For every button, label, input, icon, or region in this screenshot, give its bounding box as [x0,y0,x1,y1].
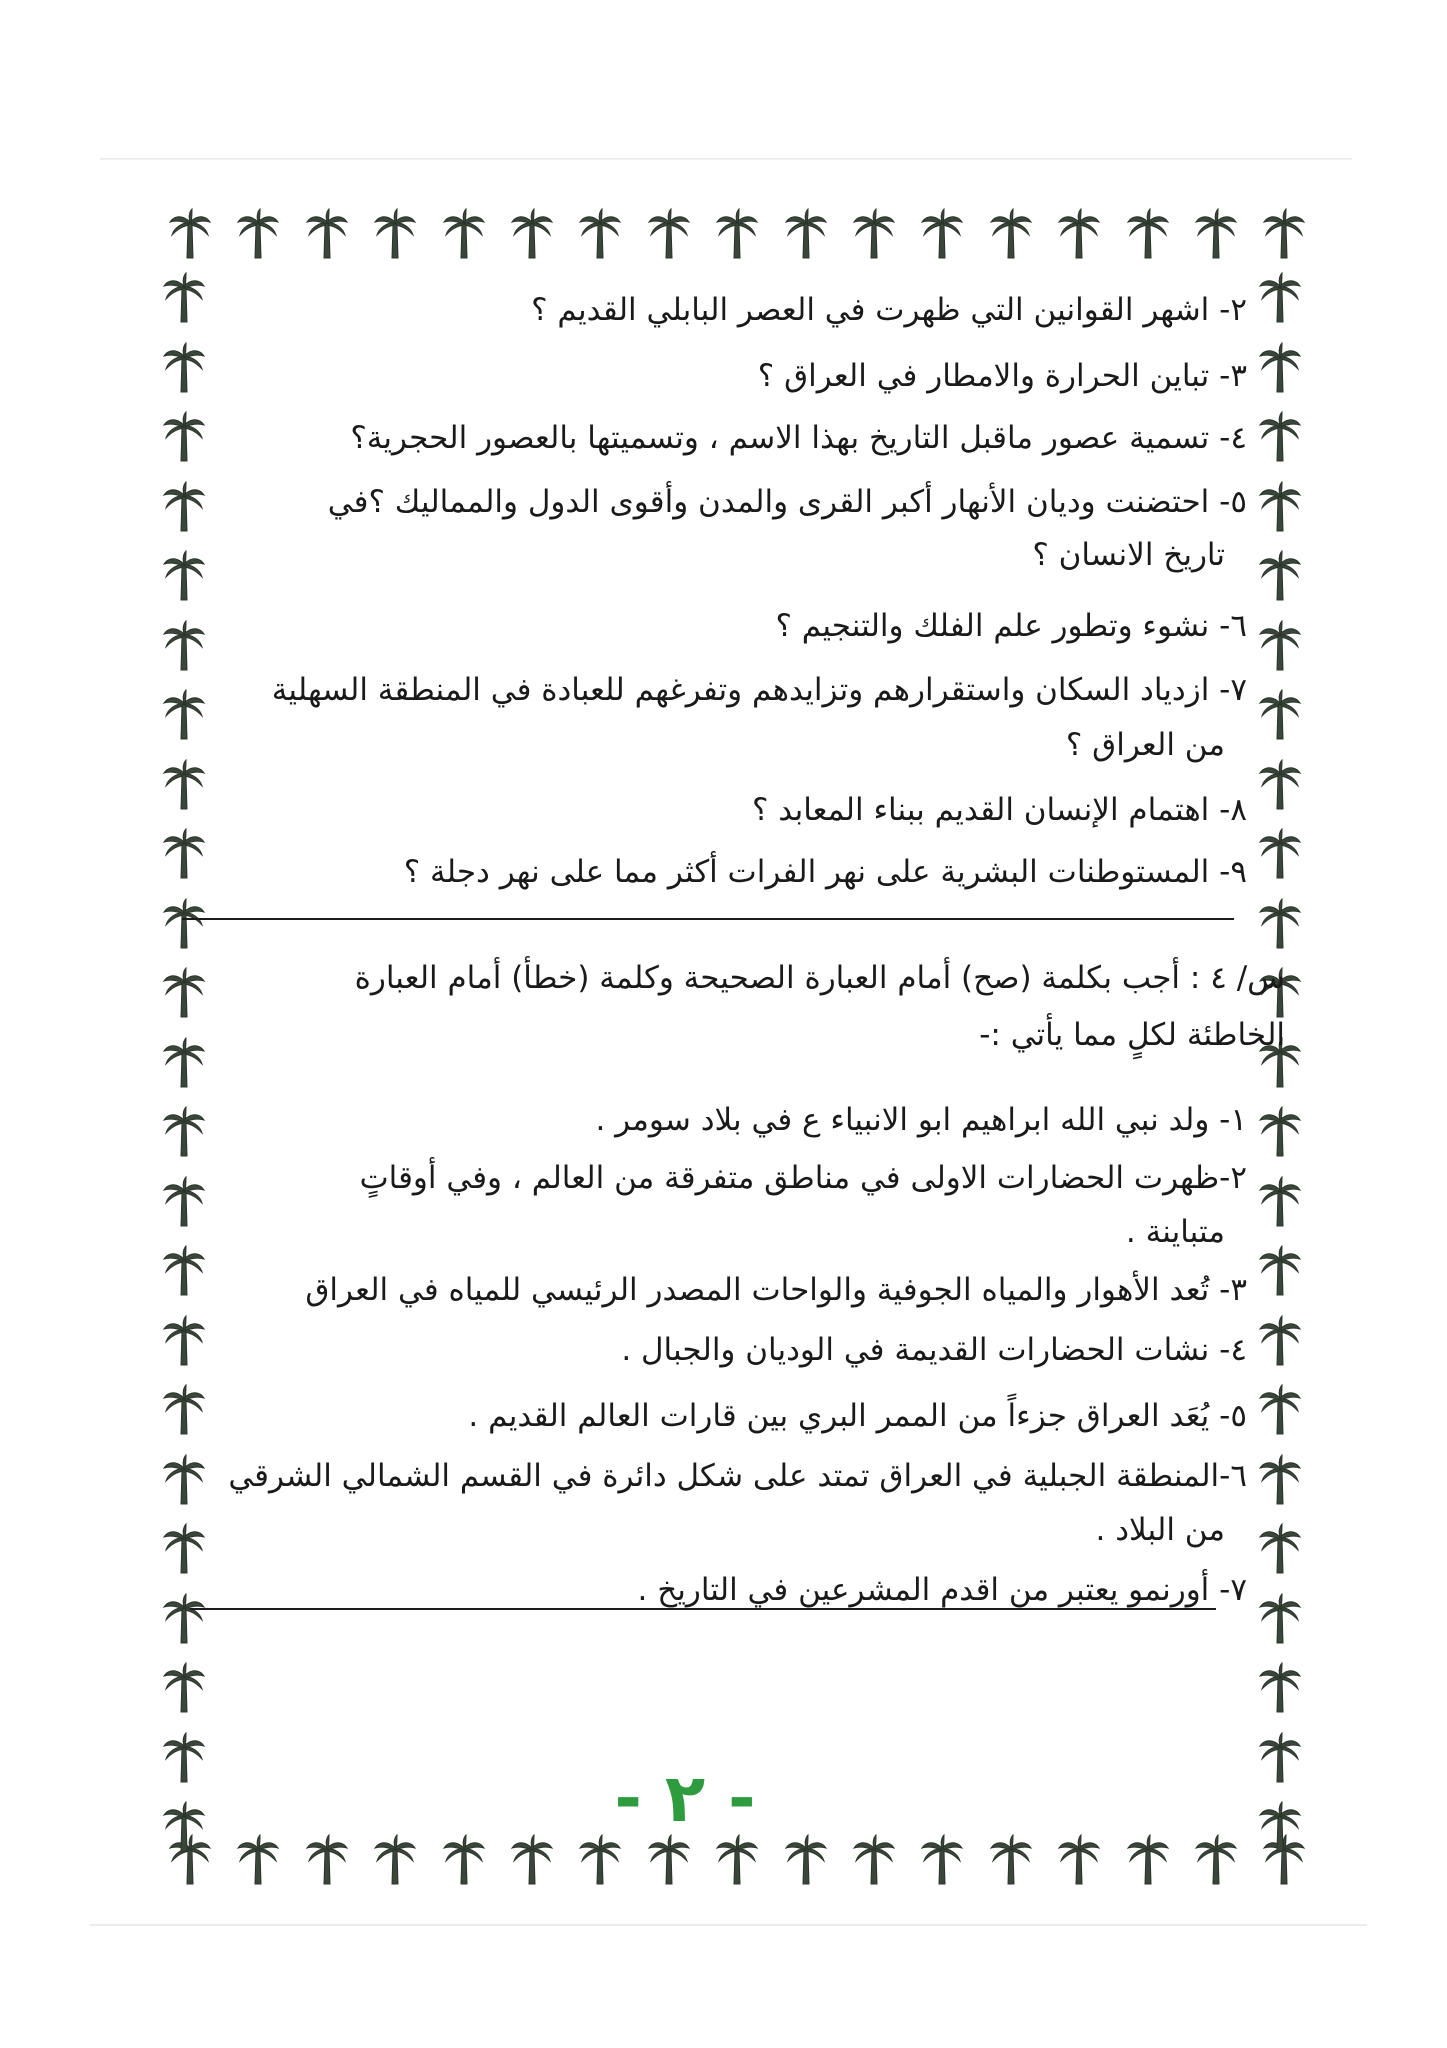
palm-tree-icon [784,208,828,260]
palm-tree-icon [920,1834,964,1886]
palm-tree-icon [1258,1106,1302,1158]
palm-tree-icon [1126,208,1170,260]
palm-tree-icon [1258,1454,1302,1506]
question-3-item-2: ٢- اشهر القوانين التي ظهرت في العصر البابلي القديم ؟ [531,292,1247,328]
palm-tree-icon [784,1834,828,1886]
question-3-item-7-cont: من العراق ؟ [1065,727,1225,763]
question-4-item-6: ٦-المنطقة الجبلية في العراق تمتد على شكل دائرة في القسم الشمالي الشرقي [228,1458,1247,1494]
question-4-title-cont: الخاطئة لكلٍ مما يأتي :- [979,1017,1285,1053]
palm-tree-icon [1057,1834,1101,1886]
palm-tree-icon [168,208,212,260]
palm-tree-icon [1194,208,1238,260]
palm-tree-icon [162,1801,206,1853]
section-divider [182,918,1234,920]
palm-tree-icon [162,1732,206,1784]
palm-tree-icon [162,759,206,811]
palm-tree-icon [162,620,206,672]
palm-tree-icon [715,208,759,260]
palm-tree-icon [162,1384,206,1436]
palm-tree-icon [1258,481,1302,533]
question-4-title: س/ ٤ : أجب بكلمة (صح) أمام العبارة الصحيحة وكلمة (خطأ) أمام العبارة [354,960,1285,996]
palm-tree-icon [1258,1176,1302,1228]
bottom-divider [190,1608,1216,1610]
palm-tree-icon [162,550,206,602]
palm-tree-icon [162,1523,206,1575]
palm-tree-icon [162,967,206,1019]
palm-tree-icon [1258,1593,1302,1645]
palm-tree-icon [162,1315,206,1367]
palm-tree-icon [920,208,964,260]
palm-tree-icon [162,1176,206,1228]
palm-tree-icon [162,481,206,533]
palm-tree-icon [510,1834,554,1886]
palm-tree-icon [1258,1801,1302,1853]
palm-tree-icon [578,208,622,260]
palm-tree-icon [1258,272,1302,324]
palm-tree-icon [989,208,1033,260]
palm-tree-icon [852,1834,896,1886]
palm-tree-icon [1258,689,1302,741]
palm-tree-icon [162,898,206,950]
palm-tree-icon [1258,828,1302,880]
palm-tree-icon [162,1454,206,1506]
page-edge-top [100,158,1352,160]
palm-tree-icon [1258,1384,1302,1436]
palm-tree-icon [162,411,206,463]
question-3-item-8: ٨- اهتمام الإنسان القديم ببناء المعابد ؟ [752,792,1247,828]
palm-tree-icon [989,1834,1033,1886]
palm-tree-icon [1258,550,1302,602]
palm-tree-icon [852,208,896,260]
palm-tree-icon [1258,620,1302,672]
palm-tree-icon [305,208,349,260]
palm-tree-icon [1258,898,1302,950]
question-3-item-5-cont: تاريخ الانسان ؟ [1032,537,1225,573]
palm-tree-icon [162,272,206,324]
question-4-item-7: ٧- أورنمو يعتبر من اقدم المشرعين في التاريخ . [637,1572,1247,1608]
palm-tree-icon [1258,1662,1302,1714]
question-3-item-6: ٦- نشوء وتطور علم الفلك والتنجيم ؟ [775,608,1247,644]
question-3-item-9: ٩- المستوطنات البشرية على نهر الفرات أكثر مما على نهر دجلة ؟ [403,854,1247,890]
palm-tree-icon [578,1834,622,1886]
palm-tree-icon [162,342,206,394]
palm-tree-icon [1194,1834,1238,1886]
question-4-item-2: ٢-ظهرت الحضارات الاولى في مناطق متفرقة من العالم ، وفي أوقاتٍ [359,1160,1247,1196]
palm-tree-icon [1258,1523,1302,1575]
palm-tree-icon [162,1245,206,1297]
palm-tree-icon [1126,1834,1170,1886]
page-edge-bottom [90,1924,1367,1926]
question-3-item-5: ٥- احتضنت وديان الأنهار أكبر القرى والمدن وأقوى الدول والممالیك ؟في [327,484,1247,520]
question-3-item-3: ٣- تباين الحرارة والامطار في العراق ؟ [757,358,1247,394]
palm-tree-icon [162,1106,206,1158]
palm-tree-icon [305,1834,349,1886]
palm-tree-icon [373,208,417,260]
palm-tree-icon [162,1037,206,1089]
palm-tree-icon [647,208,691,260]
palm-tree-icon [236,1834,280,1886]
question-4-item-6-cont: من البلاد . [1095,1512,1225,1548]
palm-tree-icon [1258,759,1302,811]
palm-tree-icon [162,689,206,741]
palm-tree-icon [647,1834,691,1886]
palm-tree-icon [442,1834,486,1886]
palm-tree-icon [442,208,486,260]
question-3-item-4: ٤- تسمية عصور ماقبل التاريخ بهذا الاسم ، وتسميتها بالعصور الحجرية؟ [350,420,1247,456]
palm-tree-icon [1258,1732,1302,1784]
palm-tree-icon [373,1834,417,1886]
palm-tree-icon [1258,1315,1302,1367]
palm-tree-icon [162,828,206,880]
palm-tree-icon [162,1593,206,1645]
question-3-item-7: ٧- ازدياد السكان واستقرارهم وتزايدهم وتفرغهم للعبادة في المنطقة السهلية [271,672,1247,708]
palm-tree-icon [1262,208,1306,260]
palm-tree-icon [510,208,554,260]
palm-tree-icon [162,1662,206,1714]
question-4-item-1: ١- ولد نبي الله ابراهيم ابو الانبياء ع في بلاد سومر . [595,1102,1247,1138]
palm-tree-icon [236,208,280,260]
palm-tree-icon [715,1834,759,1886]
question-4-item-2-cont: متباينة . [1125,1214,1225,1250]
palm-tree-icon [1057,208,1101,260]
page-number: - ٢ - [614,1760,756,1837]
palm-tree-icon [1258,342,1302,394]
question-4-item-5: ٥- يُعَد العراق جزءاً من الممر البري بين قارات العالم القديم . [468,1398,1247,1434]
palm-tree-icon [1258,1245,1302,1297]
palm-tree-icon [1258,411,1302,463]
question-4-item-3: ٣- تُعد الأهوار والمياه الجوفية والواحات المصدر الرئيسي للمياه في العراق [305,1272,1247,1308]
question-4-item-4: ٤- نشات الحضارات القديمة في الوديان والجبال . [621,1332,1247,1368]
